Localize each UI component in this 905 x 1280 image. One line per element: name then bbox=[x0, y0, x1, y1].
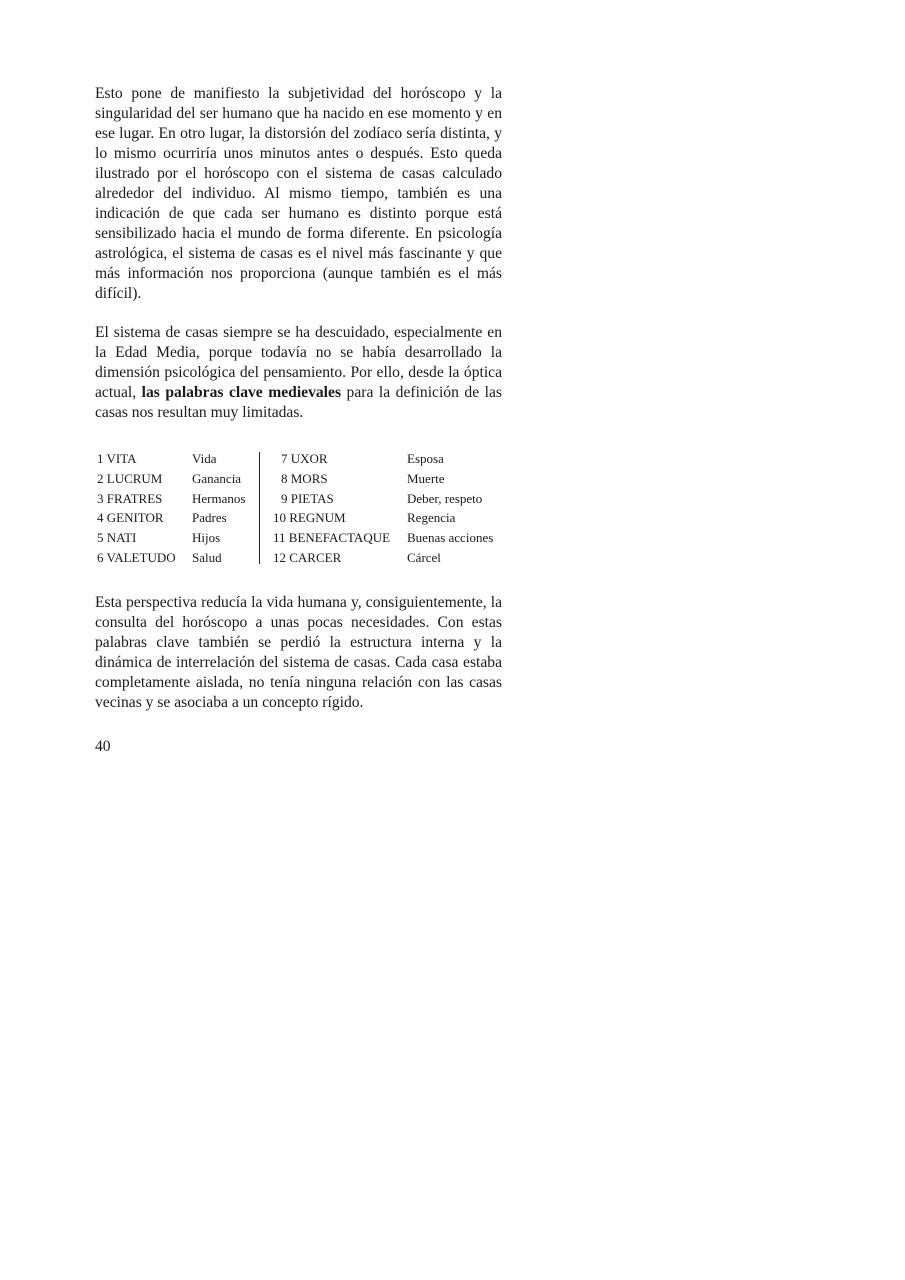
house-name: 5 NATI bbox=[97, 530, 137, 546]
house-name: 10 REGNUM bbox=[273, 510, 346, 526]
house-meaning: Ganancia bbox=[192, 470, 242, 486]
houses-left-meanings bbox=[192, 449, 262, 568]
house-meaning: Esposa bbox=[407, 451, 444, 466]
house-meaning: Padres bbox=[192, 510, 227, 526]
house-name: 8 MORS bbox=[281, 470, 328, 486]
house-name: 11 BENEFACTAQUE bbox=[273, 530, 391, 546]
house-meaning: Cárcel bbox=[407, 549, 441, 565]
house-name: 6 VALETUDO bbox=[97, 549, 176, 565]
paragraph-house-system-text-b: para la definición de las casas nos resultan muy limitadas. bbox=[95, 384, 502, 421]
paragraph-house-system bbox=[95, 323, 502, 423]
medieval-houses-table bbox=[95, 449, 502, 571]
house-name: 2 LUCRUM bbox=[97, 470, 163, 486]
paragraph-house-system-text-a: El sistema de casas siempre se ha descuidado, especialmente en la Edad Media, porque todavía no se había desarrollado la dimensión psicológica del pensamiento. Por ello, desde la óptica actual, bbox=[95, 324, 502, 401]
keywords-emphasis: las palabras clave medievales bbox=[141, 384, 342, 401]
paragraph-subjectivity: Esto pone de manifiesto la subjetividad del horóscopo y la singularidad del ser humano que ha nacido en ese momento y en ese lugar. En otro lugar, la distorsión del zodíaco sería distinta, y lo mismo ocurriría unos minutos antes o después. Esto queda ilustrado por el horóscopo con el sistema de casas calculado alrededor del individuo. Al mismo tiempo, también es una indicación de que cada ser humano es distinto porque está sensibilizado hacia el mundo de forma diferente. En psicología astrológica, el sistema de casas es el nivel más fascinante y que más información nos proporciona (aunque también es el más difícil). bbox=[95, 85, 502, 302]
house-meaning: Muerte bbox=[407, 470, 445, 486]
houses-left-names bbox=[97, 449, 192, 568]
paragraph-perspective: Esta perspectiva reducía la vida humana y, consiguientemente, la consulta del horóscopo a unas pocas necesidades. Con estas palabras clave también se perdió la estructura interna y la dinámica de interrelación del sistema de casas. Cada casa estaba completamente aislada, no tenía ninguna relación con las casas vecinas y se asociaba a un concepto rígido. bbox=[95, 594, 502, 711]
house-name: 9 PIETAS bbox=[281, 490, 334, 506]
house-meaning: Hijos bbox=[192, 530, 221, 546]
houses-right-meanings bbox=[407, 449, 507, 568]
house-meaning: Buenas acciones bbox=[407, 530, 494, 546]
house-name: 12 CARCER bbox=[273, 549, 342, 565]
houses-right-names bbox=[273, 449, 403, 568]
page-number: 40 bbox=[95, 738, 111, 755]
house-meaning: Deber, respeto bbox=[407, 490, 483, 506]
house-name: 7 UXOR bbox=[281, 451, 328, 466]
house-meaning: Vida bbox=[192, 451, 217, 466]
house-meaning: Hermanos bbox=[192, 490, 246, 506]
house-meaning: Salud bbox=[192, 549, 222, 565]
table-divider bbox=[259, 452, 260, 564]
house-name: 1 VITA bbox=[97, 451, 137, 466]
house-meaning: Regencia bbox=[407, 510, 456, 526]
house-name: 4 GENITOR bbox=[97, 510, 164, 526]
page-content bbox=[95, 84, 502, 757]
house-name: 3 FRATRES bbox=[97, 490, 163, 506]
